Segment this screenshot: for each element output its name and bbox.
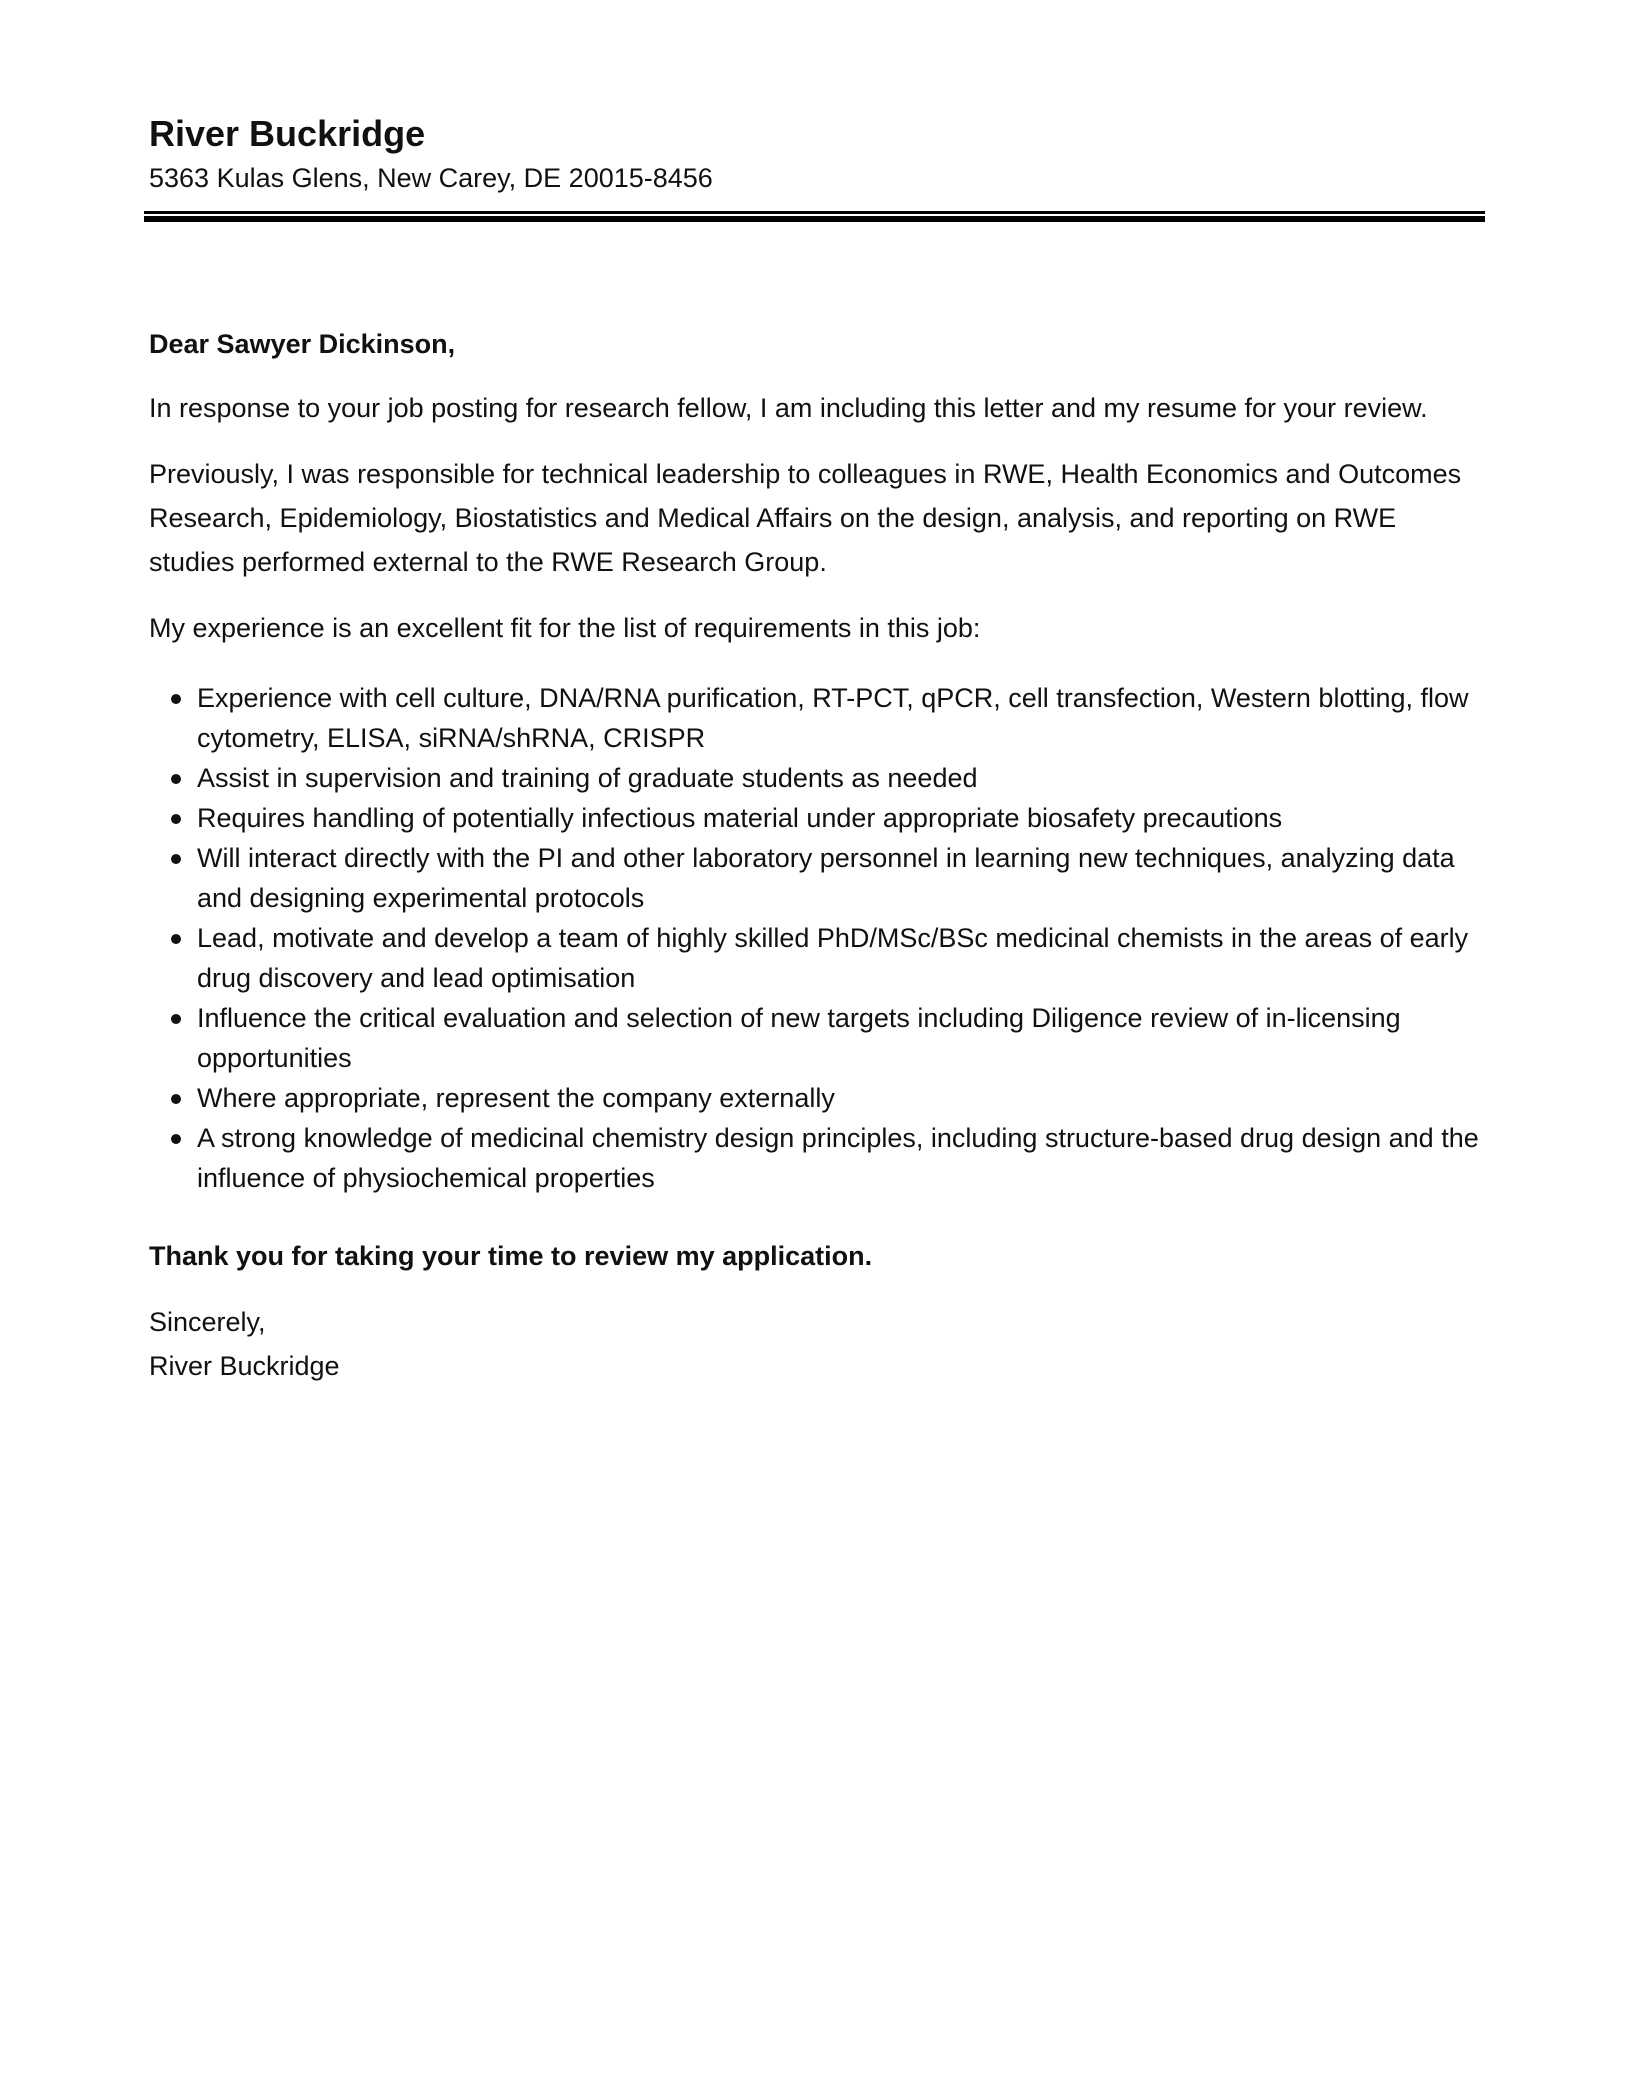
signature: River Buckridge <box>149 1351 340 1381</box>
salutation: Dear Sawyer Dickinson, <box>149 329 456 359</box>
bullet-icon <box>171 774 181 784</box>
list-item-text: Lead, motivate and develop a team of highly skilled PhD/MSc/BSc medicinal chemists in the areas of early drug discovery and lead optimisation <box>197 923 1469 993</box>
bullet-icon <box>171 1014 181 1024</box>
divider-thick-line <box>144 216 1485 222</box>
list-item <box>149 918 1489 998</box>
bullet-icon <box>171 854 181 864</box>
divider-thin-line <box>144 211 1485 214</box>
list-item <box>149 1078 1489 1118</box>
list-item <box>149 998 1489 1078</box>
list-item <box>149 838 1489 918</box>
list-item-text: Requires handling of potentially infectious material under appropriate biosafety precautions <box>197 803 1283 833</box>
paragraph-fit: My experience is an excellent fit for the list of requirements in this job: <box>149 613 981 643</box>
requirements-list <box>149 678 1489 1198</box>
paragraph-experience: Previously, I was responsible for technical leadership to colleagues in RWE, Health Economics and Outcomes Research, Epidemiology, Biostatistics and Medical Affairs on the design, analysis, and reporting on RWE studies performed external to the RWE Research Group. <box>149 459 1462 577</box>
bullet-icon <box>171 814 181 824</box>
bullet-icon <box>171 934 181 944</box>
bullet-icon <box>171 694 181 704</box>
bullet-icon <box>171 1094 181 1104</box>
list-item <box>149 678 1489 758</box>
letter-header <box>149 110 1489 198</box>
letter-body <box>149 322 1489 1388</box>
list-item <box>149 1118 1489 1198</box>
thank-you-line: Thank you for taking your time to review my application. <box>149 1241 873 1271</box>
sender-name: River Buckridge <box>149 113 426 154</box>
list-item-text: A strong knowledge of medicinal chemistry design principles, including structure-based drug design and the influence of physiochemical properties <box>197 1123 1479 1193</box>
sender-address: 5363 Kulas Glens, New Carey, DE 20015-8456 <box>149 163 713 193</box>
list-item-text: Assist in supervision and training of graduate students as needed <box>197 763 978 793</box>
paragraph-intro: In response to your job posting for research fellow, I am including this letter and my resume for your review. <box>149 393 1428 423</box>
bullet-icon <box>171 1134 181 1144</box>
list-item <box>149 758 1489 798</box>
list-item-text: Where appropriate, represent the company externally <box>197 1083 835 1113</box>
list-item-text: Will interact directly with the PI and other laboratory personnel in learning new techniques, analyzing data and designing experimental protocols <box>197 843 1455 913</box>
list-item-text: Experience with cell culture, DNA/RNA purification, RT-PCT, qPCR, cell transfection, Western blotting, flow cytometry, ELISA, siRNA/shRNA, CRISPR <box>197 683 1469 753</box>
closing: Sincerely, <box>149 1307 266 1337</box>
list-item <box>149 798 1489 838</box>
header-divider <box>144 211 1485 223</box>
list-item-text: Influence the critical evaluation and selection of new targets including Diligence review of in-licensing opportunities <box>197 1003 1401 1073</box>
